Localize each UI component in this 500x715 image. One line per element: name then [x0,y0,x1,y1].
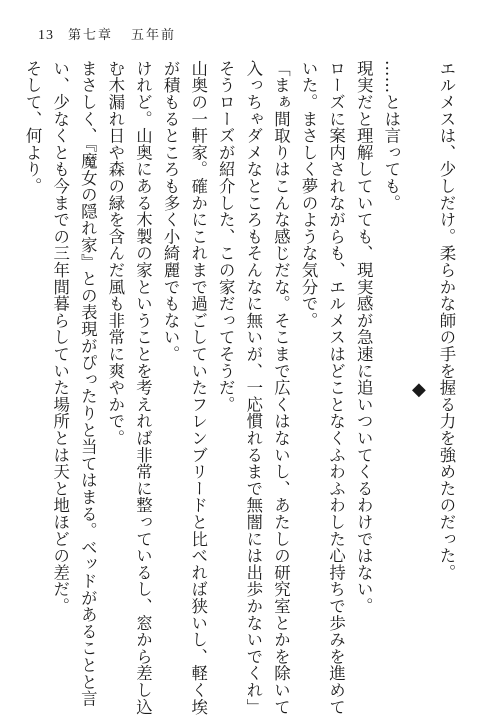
text-line: そして、何より。 [23,60,43,195]
text-line: む木漏れ日や森の緑を含んだ風も非常に爽やかで。 [105,60,125,447]
text-line: けれど。山奥にある木製の家ということを考えれば非常に整っているし、窓から差し込 [133,60,153,715]
text-line: 「まぁ間取りはこんな感じだな。そこまで広くはないし、あたしの研究室とかを除いて [271,60,291,715]
text-line: ……とは言っても。 [381,60,401,212]
text-line: 入っちゃダメなところもそんなに無いが、一応慣れるまで無闇には出歩かないでくれ」 [243,60,263,715]
text-line: そうローズが紹介した、この家だってそうだ。 [216,60,236,413]
page-number: 13 [38,28,54,43]
text-line: 山奥の一軒家。確かにこれまで過ごしていたフレンブリードと比べれば狭いし、軽く埃 [188,60,208,715]
chapter-title: 五年前 [131,28,177,43]
text-line: まさしく、『魔女の隠れ家』との表現がぴったりと当てはまる。ベッドがあることと言 [78,60,98,707]
text-line: ローズに案内されながらも、エルメスはどことなくふわふわした心持ちで歩みを進めて [326,60,346,715]
chapter-label: 第七章 [68,28,114,43]
text-line: 現実だと理解していても、現実感が急速に追いついてくるわけではない。 [354,60,374,615]
vertical-body-text [23,60,460,715]
text-line: い、少なくとも今までの三年間暮らしていた場所とは天と地ほどの差だ。 [50,60,70,615]
text-line: エルメスは、少しだけ。柔らかな師の手を握る力を強めたのだった。 [437,60,456,581]
running-header [38,24,176,44]
section-break-diamond: ◆ [408,379,430,401]
text-line: が積もるところも多く小綺麗でもない。 [161,60,181,363]
text-line: いた。まさしく夢のような気分で。 [299,60,319,329]
